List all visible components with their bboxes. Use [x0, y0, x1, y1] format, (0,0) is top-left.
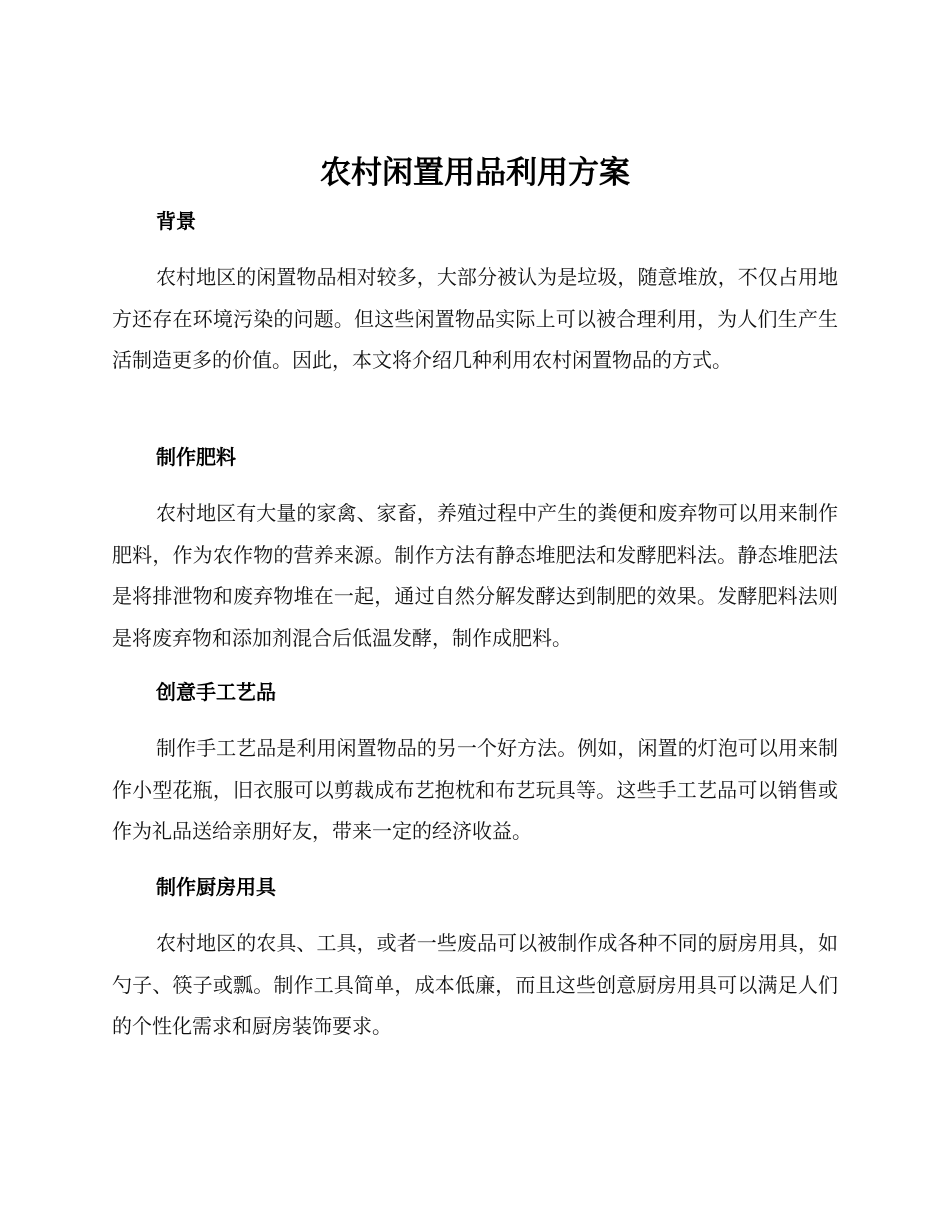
section-fertilizer: [112, 443, 838, 659]
section-kitchenware: [112, 873, 838, 1048]
section-heading: 制作肥料: [156, 445, 236, 469]
section-heading: 制作厨房用具: [156, 875, 276, 899]
document-title: 农村闲置用品利用方案: [320, 155, 630, 191]
section-heading: 背景: [156, 209, 196, 233]
section-heading: 创意手工艺品: [156, 680, 276, 704]
section-paragraph: 农村地区的闲置物品相对较多，大部分被认为是垃圾，随意堆放，不仅占用地方还存在环境污染的问题。但这些闲置物品实际上可以被合理利用，为人们生产生活制造更多的价值。因此，本文将介绍几种利用农村闲置物品的方式。: [112, 265, 838, 372]
section-paragraph: 制作手工艺品是利用闲置物品的另一个好方法。例如，闲置的灯泡可以用来制作小型花瓶，旧衣服可以剪裁成布艺抱枕和布艺玩具等。这些手工艺品可以销售或作为礼品送给亲朋好友，带来一定的经济收益。: [112, 736, 838, 843]
section-paragraph: 农村地区有大量的家禽、家畜，养殖过程中产生的粪便和废弃物可以用来制作肥料，作为农作物的营养来源。制作方法有静态堆肥法和发酵肥料法。静态堆肥法是将排泄物和废弃物堆在一起，通过自然分解发酵达到制肥的效果。发酵肥料法则是将废弃物和添加剂混合后低温发酵，制作成肥料。: [112, 501, 838, 650]
section-background: [112, 207, 838, 382]
section-handicrafts: [112, 678, 838, 853]
section-paragraph: 农村地区的农具、工具，或者一些废品可以被制作成各种不同的厨房用具，如勺子、筷子或瓢。制作工具简单，成本低廉，而且这些创意厨房用具可以满足人们的个性化需求和厨房装饰要求。: [112, 931, 838, 1038]
